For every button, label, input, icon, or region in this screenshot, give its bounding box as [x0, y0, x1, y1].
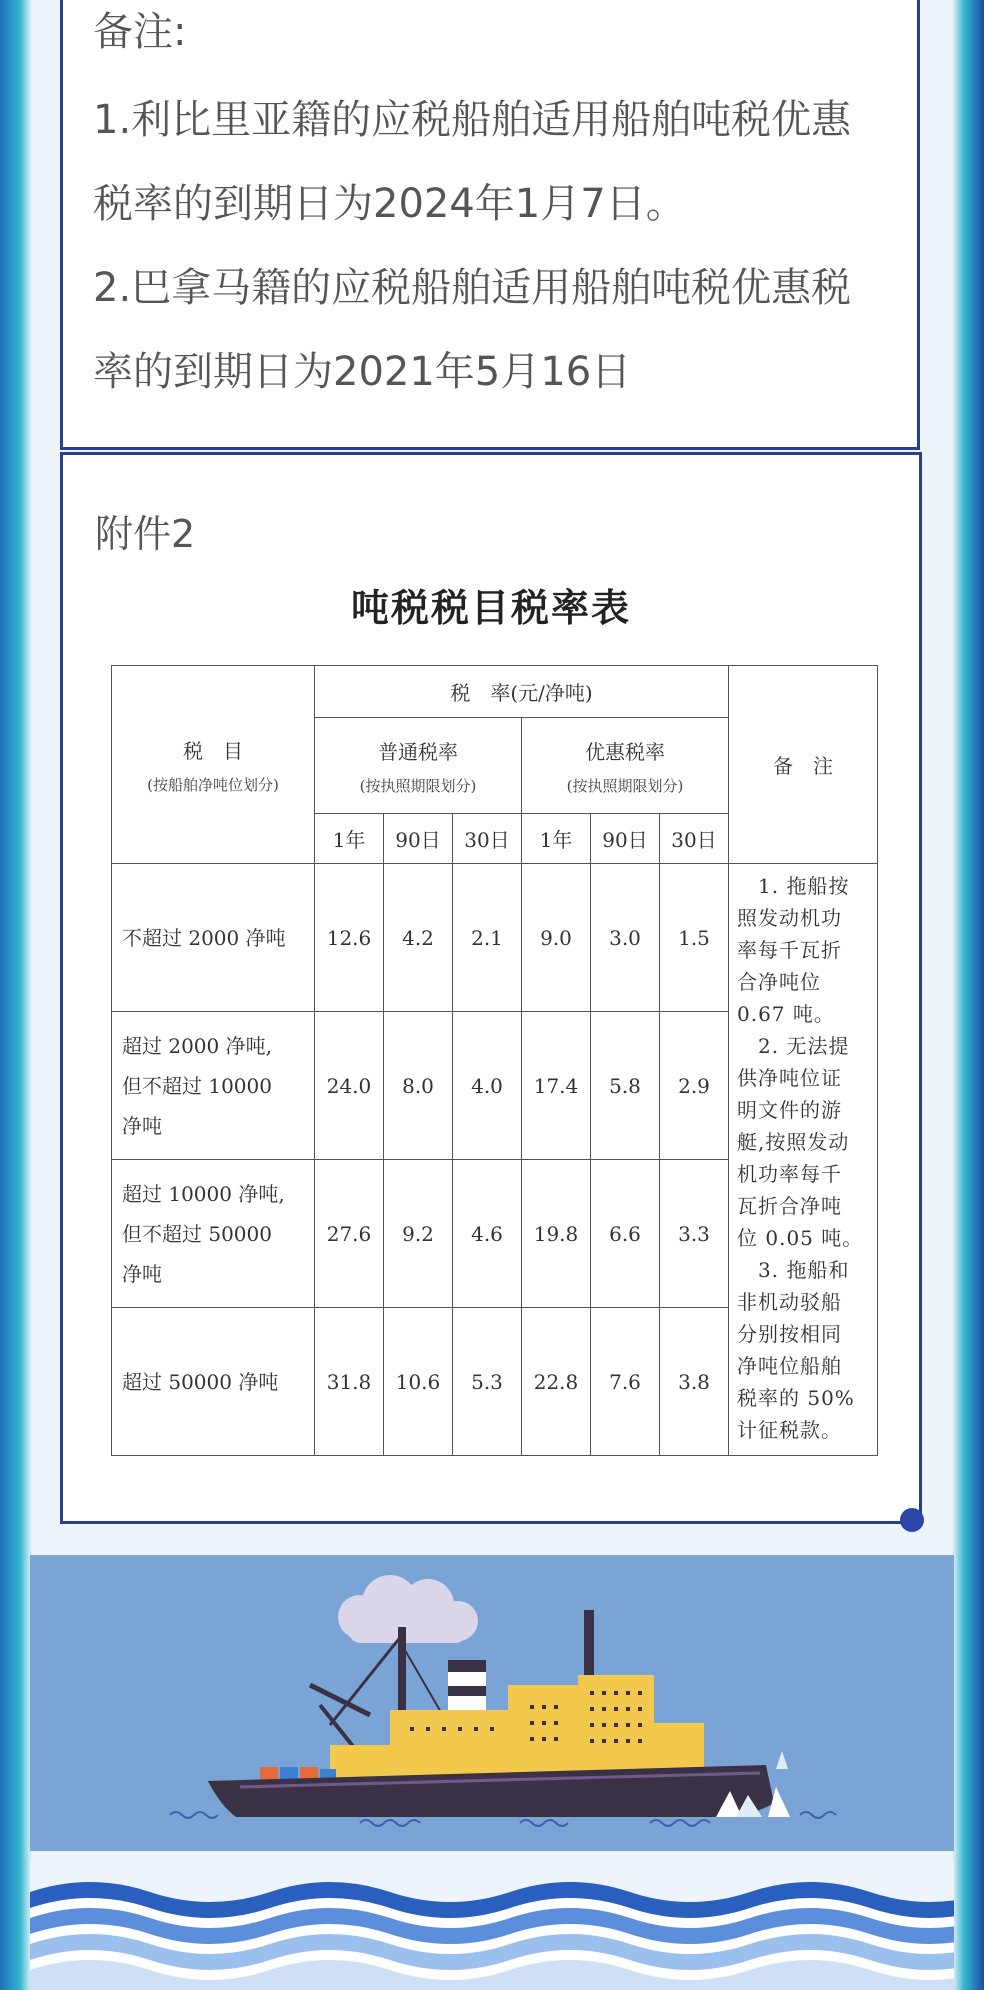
period-header: 90日 [591, 814, 660, 864]
header-preferential-rate-label: 优惠税率 [585, 739, 665, 764]
row-label [112, 1308, 315, 1456]
row-label-line: 不超过 2000 净吨 [122, 925, 286, 950]
row-label [112, 1012, 315, 1160]
notes-card [60, 0, 920, 450]
period-header: 90日 [384, 814, 453, 864]
rate-cell: 12.6 [315, 864, 384, 1012]
row-label [112, 864, 315, 1012]
table-title: 吨税税目税率表 [350, 585, 631, 630]
attachment-card [60, 452, 922, 1524]
rate-cell: 4.0 [453, 1012, 522, 1160]
remark-line: 净吨位船舶 [737, 1354, 842, 1378]
remark-line: 瓦折合净吨 [737, 1194, 842, 1218]
rate-cell: 4.2 [384, 864, 453, 1012]
header-normal-rate-label: 普通税率 [378, 739, 458, 764]
rate-cell: 6.6 [591, 1160, 660, 1308]
rate-cell: 5.3 [453, 1308, 522, 1456]
row-label [112, 1160, 315, 1308]
rate-cell: 7.6 [591, 1308, 660, 1456]
header-normal-rate-sub: (按执照期限划分) [359, 776, 477, 795]
row-label-line: 净吨 [122, 1261, 162, 1286]
note-line: 1.利比里亚籍的应税船舶适用船舶吨税优惠 [93, 97, 852, 143]
header-preferential-rate [522, 718, 729, 814]
header-tax-item-sub: (按船舶净吨位划分) [147, 775, 279, 794]
rate-cell: 24.0 [315, 1012, 384, 1160]
tonnage-tax-rate-table [111, 665, 878, 1456]
rate-cell: 2.1 [453, 864, 522, 1012]
row-label-line: 超过 2000 净吨, [122, 1033, 272, 1058]
header-normal-rate [315, 718, 522, 814]
rate-cell: 8.0 [384, 1012, 453, 1160]
rate-cell: 31.8 [315, 1308, 384, 1456]
header-tax-item-label: 税 目 [183, 738, 243, 763]
rate-cell: 27.6 [315, 1160, 384, 1308]
remark-line: 2. 无法提 [737, 1034, 850, 1058]
header-tax-rate: 税 率(元/净吨) [315, 666, 729, 718]
rate-cell: 3.3 [660, 1160, 729, 1308]
rate-cell: 10.6 [384, 1308, 453, 1456]
attachment-label: 附件2 [95, 512, 196, 556]
header-tax-item [112, 666, 315, 864]
remark-line: 明文件的游 [737, 1098, 842, 1122]
row-label-line: 净吨 [122, 1113, 162, 1138]
rate-cell: 22.8 [522, 1308, 591, 1456]
waves-decoration [30, 1862, 954, 1990]
rate-cell: 2.9 [660, 1012, 729, 1160]
remark-line: 位 0.05 吨。 [737, 1226, 864, 1250]
rate-cell: 1.5 [660, 864, 729, 1012]
rate-cell: 3.8 [660, 1308, 729, 1456]
remark-line: 分别按相同 [737, 1322, 842, 1346]
rate-cell: 5.8 [591, 1012, 660, 1160]
row-label-line: 超过 50000 净吨 [122, 1369, 279, 1394]
row-label-line: 但不超过 50000 [122, 1221, 272, 1246]
rate-cell: 9.2 [384, 1160, 453, 1308]
remark-line: 机功率每千 [737, 1162, 842, 1186]
remark-line: 照发动机功 [737, 906, 842, 930]
ship-icon [30, 1555, 954, 1851]
remark-line: 率每千瓦折 [737, 938, 842, 962]
header-preferential-rate-sub: (按执照期限划分) [566, 776, 684, 795]
note-line: 税率的到期日为2024年1月7日。 [93, 181, 686, 227]
note-line: 2.巴拿马籍的应税船舶适用船舶吨税优惠税 [93, 265, 852, 311]
period-header: 30日 [453, 814, 522, 864]
remark-line: 供净吨位证 [737, 1066, 842, 1090]
notes-title: 备注: [93, 9, 187, 55]
remark-line: 0.67 吨。 [737, 1002, 835, 1026]
remark-line: 合净吨位 [737, 970, 821, 994]
remark-line: 1. 拖船按 [737, 874, 850, 898]
period-header: 1年 [522, 814, 591, 864]
period-header: 1年 [315, 814, 384, 864]
remark-line: 艇,按照发动 [737, 1130, 850, 1154]
ship-illustration [30, 1555, 954, 1851]
remark-line: 税率的 50% [737, 1386, 855, 1410]
rate-cell: 19.8 [522, 1160, 591, 1308]
remarks-cell [729, 864, 878, 1456]
row-label-line: 超过 10000 净吨, [122, 1181, 285, 1206]
remark-line: 3. 拖船和 [737, 1258, 850, 1282]
accent-dot [900, 1508, 924, 1532]
table-row [112, 864, 878, 1012]
rate-cell: 17.4 [522, 1012, 591, 1160]
note-line: 率的到期日为2021年5月16日 [93, 349, 632, 395]
header-remarks: 备 注 [729, 666, 878, 864]
rate-cell: 3.0 [591, 864, 660, 1012]
remark-line: 计征税款。 [737, 1418, 842, 1442]
rate-cell: 4.6 [453, 1160, 522, 1308]
period-header: 30日 [660, 814, 729, 864]
row-label-line: 但不超过 10000 [122, 1073, 272, 1098]
remark-line: 非机动驳船 [737, 1290, 842, 1314]
rate-cell: 9.0 [522, 864, 591, 1012]
